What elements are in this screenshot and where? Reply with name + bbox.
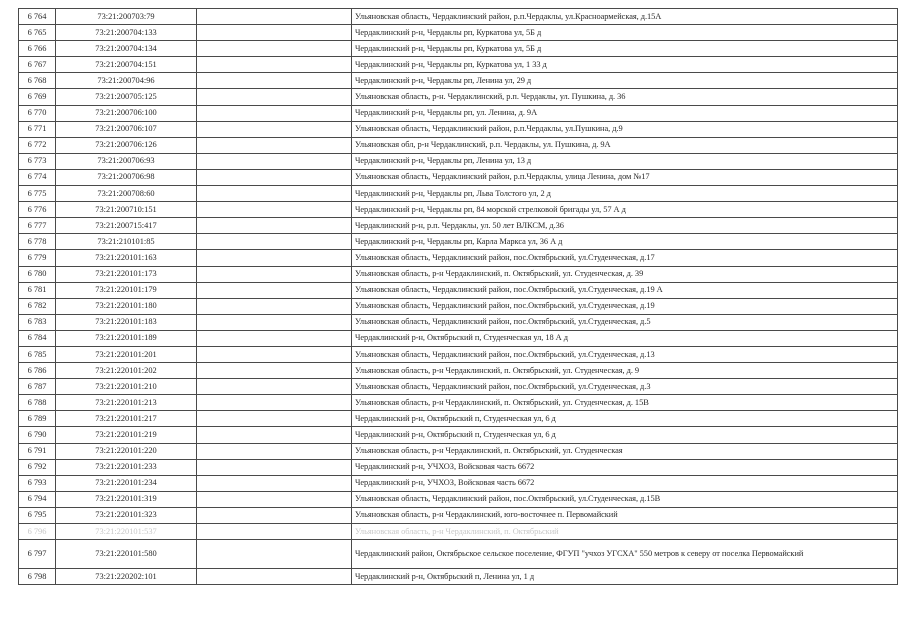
address-cell: Чердаклинский р-н, Чердаклы рп, 84 морской стрелковой бригады ул, 57 А д bbox=[352, 202, 898, 218]
cadastral-number-cell: 73:21:200703:79 bbox=[56, 9, 197, 25]
cadastral-number-cell: 73:21:220101:163 bbox=[56, 250, 197, 266]
empty-cell bbox=[197, 266, 352, 282]
empty-cell bbox=[197, 443, 352, 459]
row-number-cell: 6 765 bbox=[19, 25, 56, 41]
table-row bbox=[19, 89, 898, 105]
empty-cell bbox=[197, 411, 352, 427]
address-cell: Ульяновская область, Чердаклинский район, пос.Октябрьский, ул.Студенческая, д.19 bbox=[352, 298, 898, 314]
table-row bbox=[19, 507, 898, 523]
cadastral-number-cell: 73:21:200704:133 bbox=[56, 25, 197, 41]
cadastral-number-cell: 73:21:220101:220 bbox=[56, 443, 197, 459]
address-cell: Ульяновская область, р-н Чердаклинский, п. Октябрьский, ул. Студенческая, д. 39 bbox=[352, 266, 898, 282]
empty-cell bbox=[197, 540, 352, 569]
table-row bbox=[19, 186, 898, 202]
table-row bbox=[19, 569, 898, 585]
cadastral-number-cell: 73:21:220101:189 bbox=[56, 330, 197, 346]
row-number-cell: 6 776 bbox=[19, 202, 56, 218]
row-number-cell: 6 786 bbox=[19, 363, 56, 379]
table-row bbox=[19, 9, 898, 25]
row-number-cell: 6 777 bbox=[19, 218, 56, 234]
cadastral-number-cell: 73:21:220202:101 bbox=[56, 569, 197, 585]
table-row bbox=[19, 298, 898, 314]
empty-cell bbox=[197, 105, 352, 121]
address-cell: Ульяновская область, Чердаклинский район, р.п.Чердаклы, ул.Красноармейская, д.15А bbox=[352, 9, 898, 25]
empty-cell bbox=[197, 25, 352, 41]
row-number-cell: 6 789 bbox=[19, 411, 56, 427]
row-number-cell: 6 787 bbox=[19, 379, 56, 395]
row-number-cell: 6 783 bbox=[19, 314, 56, 330]
cadastral-number-cell: 73:21:200706:100 bbox=[56, 105, 197, 121]
table-row bbox=[19, 475, 898, 491]
address-cell: Чердаклинский р-н, р.п. Чердаклы, ул. 50 лет ВЛКСМ, д.36 bbox=[352, 218, 898, 234]
address-cell: Чердаклинский р-н, Чердаклы рп, Куркатова ул, 5Б д bbox=[352, 25, 898, 41]
row-number-cell: 6 782 bbox=[19, 298, 56, 314]
table-row bbox=[19, 137, 898, 153]
address-cell: Ульяновская область, р-н Чердаклинский, юго-восточнее п. Первомайский bbox=[352, 507, 898, 523]
table-row bbox=[19, 121, 898, 137]
cadastral-number-cell: 73:21:220101:537 bbox=[56, 524, 197, 540]
table-row bbox=[19, 379, 898, 395]
address-cell: Ульяновская область, р-н Чердаклинский, п. Октябрьский, ул. Студенческая, д. 9 bbox=[352, 363, 898, 379]
registry-sheet bbox=[18, 8, 898, 585]
table-row bbox=[19, 57, 898, 73]
table-row bbox=[19, 459, 898, 475]
row-number-cell: 6 795 bbox=[19, 507, 56, 523]
cadastral-number-cell: 73:21:220101:234 bbox=[56, 475, 197, 491]
cadastral-number-cell: 73:21:200706:107 bbox=[56, 121, 197, 137]
row-number-cell: 6 797 bbox=[19, 540, 56, 569]
cadastral-number-cell: 73:21:220101:210 bbox=[56, 379, 197, 395]
cadastral-number-cell: 73:21:200708:60 bbox=[56, 186, 197, 202]
address-cell: Чердаклинский р-н, Октябрьский п, Ленина ул, 1 д bbox=[352, 569, 898, 585]
table-row bbox=[19, 169, 898, 185]
row-number-cell: 6 766 bbox=[19, 41, 56, 57]
row-number-cell: 6 788 bbox=[19, 395, 56, 411]
address-cell: Чердаклинский р-н, Чердаклы рп, Карла Маркса ул, 36 А д bbox=[352, 234, 898, 250]
cadastral-number-cell: 73:21:220101:201 bbox=[56, 346, 197, 362]
address-cell: Чердаклинский р-н, Октябрьский п, Студенческая ул, 6 д bbox=[352, 411, 898, 427]
address-cell: Ульяновская область, р-н Чердаклинский, п. Октябрьский bbox=[352, 524, 898, 540]
empty-cell bbox=[197, 491, 352, 507]
table-row bbox=[19, 411, 898, 427]
empty-cell bbox=[197, 234, 352, 250]
table-row bbox=[19, 41, 898, 57]
empty-cell bbox=[197, 330, 352, 346]
table-row bbox=[19, 202, 898, 218]
empty-cell bbox=[197, 202, 352, 218]
cadastral-number-cell: 73:21:220101:323 bbox=[56, 507, 197, 523]
empty-cell bbox=[197, 363, 352, 379]
address-cell: Чердаклинский р-н, Октябрьский п, Студенческая ул, 6 д bbox=[352, 427, 898, 443]
cadastral-number-cell: 73:21:220101:319 bbox=[56, 491, 197, 507]
empty-cell bbox=[197, 379, 352, 395]
empty-cell bbox=[197, 459, 352, 475]
empty-cell bbox=[197, 89, 352, 105]
table-row bbox=[19, 330, 898, 346]
table-row bbox=[19, 395, 898, 411]
cadastral-number-cell: 73:21:200704:96 bbox=[56, 73, 197, 89]
empty-cell bbox=[197, 507, 352, 523]
table-row bbox=[19, 25, 898, 41]
empty-cell bbox=[197, 57, 352, 73]
row-number-cell: 6 781 bbox=[19, 282, 56, 298]
row-number-cell: 6 791 bbox=[19, 443, 56, 459]
table-row bbox=[19, 427, 898, 443]
table-row bbox=[19, 524, 898, 540]
address-cell: Ульяновская область, р-н Чердаклинский, п. Октябрьский, ул. Студенческая bbox=[352, 443, 898, 459]
empty-cell bbox=[197, 73, 352, 89]
table-row bbox=[19, 234, 898, 250]
row-number-cell: 6 769 bbox=[19, 89, 56, 105]
cadastral-number-cell: 73:21:220101:202 bbox=[56, 363, 197, 379]
cadastral-number-cell: 73:21:220101:213 bbox=[56, 395, 197, 411]
table-row bbox=[19, 443, 898, 459]
row-number-cell: 6 792 bbox=[19, 459, 56, 475]
table-row bbox=[19, 491, 898, 507]
table-row bbox=[19, 218, 898, 234]
empty-cell bbox=[197, 121, 352, 137]
address-cell: Ульяновская область, Чердаклинский район, пос.Октябрьский, ул.Студенческая, д.19 А bbox=[352, 282, 898, 298]
row-number-cell: 6 764 bbox=[19, 9, 56, 25]
cadastral-number-cell: 73:21:200704:134 bbox=[56, 41, 197, 57]
row-number-cell: 6 772 bbox=[19, 137, 56, 153]
address-cell: Ульяновская область, Чердаклинский район, пос.Октябрьский, ул.Студенческая, д.17 bbox=[352, 250, 898, 266]
cadastral-number-cell: 73:21:200715:417 bbox=[56, 218, 197, 234]
cadastral-number-cell: 73:21:220101:180 bbox=[56, 298, 197, 314]
address-cell: Чердаклинский р-н, Чердаклы рп, Льва Толстого ул, 2 д bbox=[352, 186, 898, 202]
address-cell: Ульяновская область, Чердаклинский район, пос.Октябрьский, ул.Студенческая, д.15В bbox=[352, 491, 898, 507]
table-row bbox=[19, 153, 898, 169]
empty-cell bbox=[197, 475, 352, 491]
cadastral-number-cell: 73:21:200706:93 bbox=[56, 153, 197, 169]
row-number-cell: 6 773 bbox=[19, 153, 56, 169]
table-row bbox=[19, 363, 898, 379]
address-cell: Ульяновская обл, р-н Чердаклинский, р.п. Чердаклы, ул. Пушкина, д. 9А bbox=[352, 137, 898, 153]
empty-cell bbox=[197, 314, 352, 330]
empty-cell bbox=[197, 346, 352, 362]
address-cell: Чердаклинский р-н, Чердаклы рп, Куркатова ул, 1 33 д bbox=[352, 57, 898, 73]
empty-cell bbox=[197, 41, 352, 57]
address-cell: Ульяновская область, Чердаклинский район, р.п.Чердаклы, улица Ленина, дом №17 bbox=[352, 169, 898, 185]
empty-cell bbox=[197, 298, 352, 314]
row-number-cell: 6 780 bbox=[19, 266, 56, 282]
cadastral-number-cell: 73:21:220101:183 bbox=[56, 314, 197, 330]
row-number-cell: 6 779 bbox=[19, 250, 56, 266]
table-row bbox=[19, 282, 898, 298]
row-number-cell: 6 790 bbox=[19, 427, 56, 443]
cadastral-number-cell: 73:21:220101:233 bbox=[56, 459, 197, 475]
table-row bbox=[19, 105, 898, 121]
table-row bbox=[19, 73, 898, 89]
address-cell: Ульяновская область, р-н. Чердаклинский, р.п. Чердаклы, ул. Пушкина, д. 36 bbox=[352, 89, 898, 105]
table-row bbox=[19, 266, 898, 282]
address-cell: Чердаклинский р-н, Чердаклы рп, Куркатова ул, 5Б д bbox=[352, 41, 898, 57]
address-cell: Ульяновская область, Чердаклинский район, пос.Октябрьский, ул.Студенческая, д.3 bbox=[352, 379, 898, 395]
cadastral-number-cell: 73:21:220101:179 bbox=[56, 282, 197, 298]
address-cell: Чердаклинский р-н, Чердаклы рп, Ленина ул, 29 д bbox=[352, 73, 898, 89]
empty-cell bbox=[197, 282, 352, 298]
empty-cell bbox=[197, 186, 352, 202]
empty-cell bbox=[197, 427, 352, 443]
table-row bbox=[19, 540, 898, 569]
empty-cell bbox=[197, 569, 352, 585]
address-cell: Чердаклинский р-н, УЧХОЗ, Войсковая часть 6672 bbox=[352, 459, 898, 475]
empty-cell bbox=[197, 218, 352, 234]
cadastral-number-cell: 73:21:200706:126 bbox=[56, 137, 197, 153]
address-cell: Ульяновская область, Чердаклинский район, пос.Октябрьский, ул.Студенческая, д.5 bbox=[352, 314, 898, 330]
address-cell: Чердаклинский р-н, Октябрьский п, Студенческая ул, 18 А д bbox=[352, 330, 898, 346]
empty-cell bbox=[197, 169, 352, 185]
empty-cell bbox=[197, 137, 352, 153]
row-number-cell: 6 767 bbox=[19, 57, 56, 73]
address-cell: Ульяновская область, р-н Чердаклинский, п. Октябрьский, ул. Студенческая, д. 15В bbox=[352, 395, 898, 411]
cadastral-number-cell: 73:21:210101:85 bbox=[56, 234, 197, 250]
empty-cell bbox=[197, 250, 352, 266]
table-row bbox=[19, 346, 898, 362]
address-cell: Чердаклинский р-н, Чердаклы рп, Ленина ул, 13 д bbox=[352, 153, 898, 169]
row-number-cell: 6 784 bbox=[19, 330, 56, 346]
cadastral-number-cell: 73:21:220101:580 bbox=[56, 540, 197, 569]
table-row bbox=[19, 314, 898, 330]
registry-table-body bbox=[19, 9, 898, 585]
row-number-cell: 6 793 bbox=[19, 475, 56, 491]
row-number-cell: 6 770 bbox=[19, 105, 56, 121]
empty-cell bbox=[197, 524, 352, 540]
row-number-cell: 6 774 bbox=[19, 169, 56, 185]
address-cell: Чердаклинский р-н, УЧХОЗ, Войсковая часть 6672 bbox=[352, 475, 898, 491]
empty-cell bbox=[197, 153, 352, 169]
address-cell: Ульяновская область, Чердаклинский район, р.п.Чердаклы, ул.Пушкина, д.9 bbox=[352, 121, 898, 137]
row-number-cell: 6 775 bbox=[19, 186, 56, 202]
cadastral-number-cell: 73:21:200706:98 bbox=[56, 169, 197, 185]
empty-cell bbox=[197, 395, 352, 411]
cadastral-number-cell: 73:21:220101:217 bbox=[56, 411, 197, 427]
cadastral-number-cell: 73:21:220101:219 bbox=[56, 427, 197, 443]
row-number-cell: 6 794 bbox=[19, 491, 56, 507]
cadastral-number-cell: 73:21:200705:125 bbox=[56, 89, 197, 105]
registry-table bbox=[18, 8, 898, 585]
row-number-cell: 6 785 bbox=[19, 346, 56, 362]
empty-cell bbox=[197, 9, 352, 25]
table-row bbox=[19, 250, 898, 266]
row-number-cell: 6 778 bbox=[19, 234, 56, 250]
row-number-cell: 6 796 bbox=[19, 524, 56, 540]
cadastral-number-cell: 73:21:200710:151 bbox=[56, 202, 197, 218]
row-number-cell: 6 771 bbox=[19, 121, 56, 137]
address-cell: Чердаклинский р-н, Чердаклы рп, ул. Ленина, д. 9А bbox=[352, 105, 898, 121]
row-number-cell: 6 798 bbox=[19, 569, 56, 585]
row-number-cell: 6 768 bbox=[19, 73, 56, 89]
cadastral-number-cell: 73:21:200704:151 bbox=[56, 57, 197, 73]
address-cell: Чердаклинский район, Октябрьское сельское поселение, ФГУП "учхоз УГСХА" 550 метров к северу от поселка Первомайский bbox=[352, 540, 898, 569]
address-cell: Ульяновская область, Чердаклинский район, пос.Октябрьский, ул.Студенческая, д.13 bbox=[352, 346, 898, 362]
cadastral-number-cell: 73:21:220101:173 bbox=[56, 266, 197, 282]
